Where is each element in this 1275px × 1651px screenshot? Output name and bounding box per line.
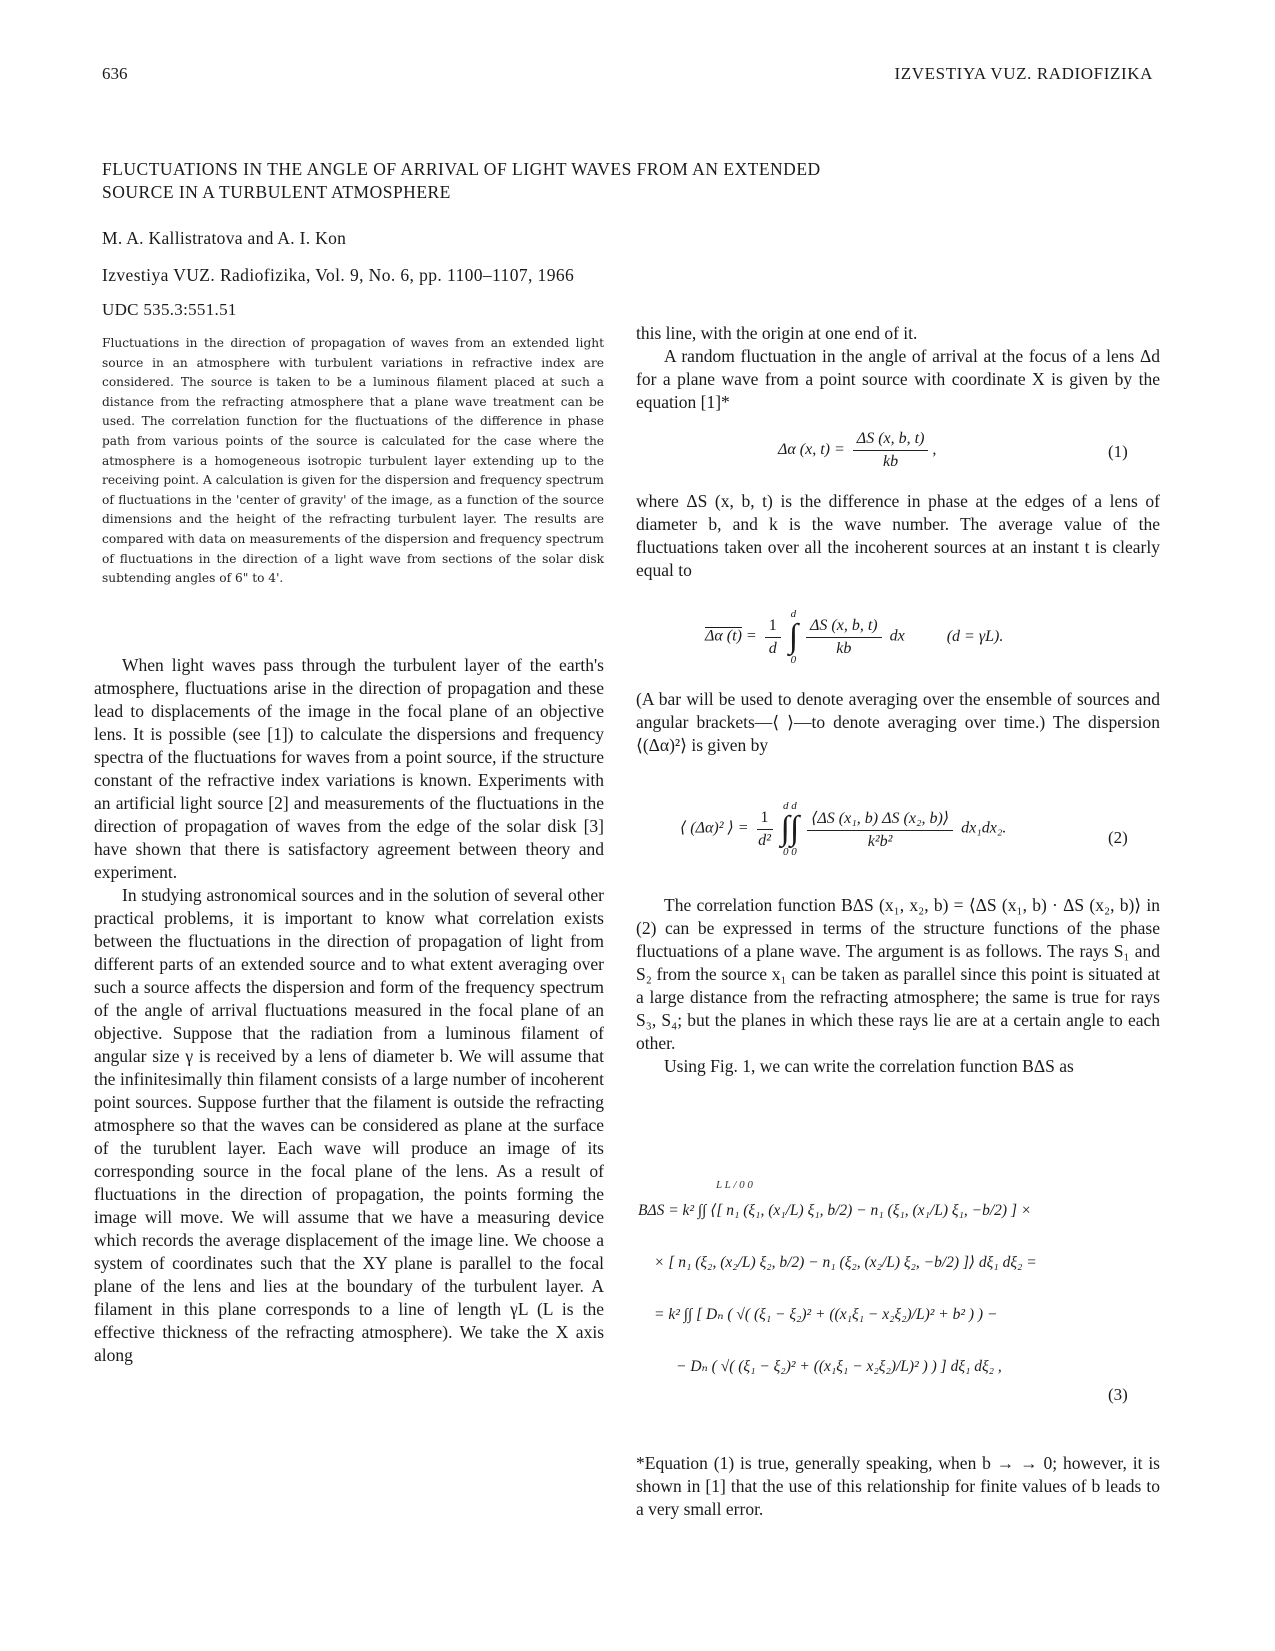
- eq-mean-coef-num: 1: [765, 617, 781, 638]
- eq2-tail: dx₁dx₂.: [961, 819, 1007, 837]
- body-paragraph: When light waves pass through the turbulent layer of the earth's atmosphere, fluctuations arise in the direction of propagation and these lead to displacements of the image in the focal plane of an objective lens. It is possible (see [1]) to calculate the dispersions and frequency spectra of the fluctuations for waves from a point source, if the structure constant of the refractive index variations is known. Experiments with an artificial light source [2] and measurements of the fluctuations in the direction of propagation of waves from the edge of the solar disk [3] have shown that there is satisfactory agreement between theory and experiment.: [94, 655, 604, 882]
- journal-running-head: IZVESTIYA VUZ. RADIOFIZIKA: [894, 64, 1153, 83]
- body-paragraph: The correlation function BΔS (x₁, x₂, b) = ⟨ΔS (x₁, b) · ΔS (x₂, b)⟩ in (2) can be expressed in terms of the structure functions of the phase fluctuations of a plane wave. The argument is as follows. The rays S₁ and S₂ from the source x₁ can be taken as parallel since this point is situated at a large distance from the refracting atmosphere; the same is true for rays S₃, S₄; but the planes in which these rays lie are at a certain angle to each other.: [636, 895, 1160, 1053]
- eq-mean-condition: (d = γL).: [946, 627, 1004, 645]
- equation-3: [636, 1172, 1160, 1380]
- eq1-tail: ,: [932, 441, 937, 459]
- eq-mean-equals: =: [745, 627, 757, 645]
- eq-mean-coefficient: [765, 617, 781, 658]
- eq1-denominator: kb: [883, 453, 899, 470]
- article-authors: M. A. Kallistratova and A. I. Kon: [102, 228, 347, 248]
- eq1-lhs: Δα (x, t) =: [778, 441, 845, 459]
- integral-sign: [789, 608, 798, 666]
- body-paragraph: Using Fig. 1, we can write the correlation function BΔS as: [664, 1056, 1074, 1076]
- eq3-line-3: = k² ∫∫ [ Dₙ ( √( (ξ₁ − ξ₂)² + ((x₁ξ₁ − x₂ξ₂)/L)² + b² ) ) −: [654, 1306, 998, 1323]
- body-paragraph: A random fluctuation in the angle of arrival at the focus of a lens Δd for a plane wave from a point source with coordinate X is given by the equation [1]*: [636, 346, 1160, 412]
- eq-mean-denominator: kb: [836, 639, 852, 657]
- integral-icon: ∫: [788, 618, 799, 655]
- eq2-coefficient: [757, 809, 773, 850]
- double-integral-sign: [781, 800, 800, 858]
- equation-2: [680, 800, 1006, 858]
- eq1-fraction: [853, 430, 929, 471]
- eq3-line-2: × [ n₁ (ξ₂, (x₂/L) ξ₂, b/2) − n₁ (ξ₂, (x₂/L) ξ₂, −b/2) ]⟩ dξ₁ dξ₂ =: [654, 1254, 1037, 1271]
- udc-code: UDC 535.3:551.51: [102, 300, 237, 319]
- eq-mean-lhs: Δα (t): [705, 627, 742, 645]
- eq2-denominator: k²b²: [867, 832, 893, 850]
- eq2-coef-den: d²: [758, 831, 771, 849]
- equation-2-number: (2): [1108, 828, 1128, 847]
- eq3-integral-limits: L L / 0 0: [716, 1179, 753, 1191]
- body-paragraph: (A bar will be used to denote averaging over the ensemble of sources and angular brackets—⟨ ⟩—to denote averaging over time.) The dispersion ⟨(Δα)²⟩ is given by: [636, 689, 1160, 755]
- eq-mean-numerator: ΔS (x, b, t): [806, 617, 882, 638]
- right-paragraph-5: [636, 894, 1160, 1078]
- right-paragraph-3: [636, 490, 1160, 582]
- eq-mean-dx: dx: [889, 627, 905, 645]
- equation-mean: [705, 608, 1003, 666]
- body-paragraph: this line, with the origin at one end of it.: [636, 323, 918, 343]
- equation-1-number: (1): [1108, 442, 1128, 461]
- left-column: [94, 654, 604, 1367]
- right-paragraph-1: [636, 322, 1160, 414]
- body-paragraph: where ΔS (x, b, t) is the difference in phase at the edges of a lens of diameter b, and k is the wave number. The average value of the fluctuations taken over all the incoherent sources at an instant t is clearly equal to: [636, 491, 1160, 580]
- eq2-numerator: ⟨ΔS (x₁, b) ΔS (x₂, b)⟩: [807, 808, 953, 831]
- body-paragraph: In studying astronomical sources and in the solution of several other practical problems, it is important to know what correlation exists between the fluctuations in the direction of propagation of light from different parts of an extended source and to what extent averaging over such a source affects the dispersion and form of the frequency spectrum of the angle of arrival fluctuations measured in the focal plane of an objective. Suppose that the radiation from a luminous filament of angular size γ is received by a lens of diameter b. We will assume that the infinitesimally thin filament consists of a large number of incoherent point sources. Suppose further that the filament is outside the refracting atmosphere so that the waves can be considered as plane at the surface of the turublent layer. Each wave will produce an image of its corresponding source in the focal plane of the lens. As a result of fluctuations in the direction of propagation, the points forming the image will move. We will assume that we have a measuring device which records the average displacement of the image line. We choose a system of coordinates such that the XY plane is parallel to the focal plane of the lens and lies at the boundary of the turbulent layer. A filament in this plane corresponds to a line of length γL (L is the effective thickness of the refracting atmosphere). We take the X axis along: [94, 885, 604, 1365]
- abstract: Fluctuations in the direction of propagation of waves from an extended light source in an atmosphere with turbulent variations in refractive index are considered. The source is taken to be a luminous filament placed at such a distance from the refracting atmosphere that a plane wave treatment can be used. The correlation function for the fluctuations of the difference in phase path from various points of the source is calculated for the case where the atmosphere is a homogeneous isotropic turbulent layer extending up to the receiving point. A calculation is given for the dispersion and frequency spectrum of fluctuations in the 'center of gravity' of the image, as a function of the source dimensions and the height of the refracting turbulent layer. The results are compared with data on measurements of the dispersion and frequency spectrum of fluctuations in the direction of a light wave from sections of the solar disk subtending angles of 6" to 4'.: [102, 336, 604, 586]
- article-citation: Izvestiya VUZ. Radiofizika, Vol. 9, No. 6, pp. 1100–1107, 1966: [102, 265, 575, 285]
- page-number: 636: [102, 64, 128, 83]
- eq-mean-coef-den: d: [768, 639, 777, 657]
- integral-upper-limits: d d: [782, 800, 797, 812]
- integral-lower-limit: 0: [790, 654, 797, 666]
- integral-lower-limits: 0 0: [782, 846, 797, 858]
- article-title: FLUCTUATIONS IN THE ANGLE OF ARRIVAL OF LIGHT WAVES FROM AN EXTENDED SOURCE IN A TURBULENT ATMOSPHERE: [102, 159, 821, 202]
- eq2-coef-num: 1: [757, 809, 773, 830]
- equation-1: [778, 430, 936, 471]
- eq2-lhs: ⟨ (Δα)² ⟩ =: [680, 819, 749, 837]
- eq3-line-4: − Dₙ ( √( (ξ₁ − ξ₂)² + ((x₁ξ₁ − x₂ξ₂)/L)² ) ) ] dξ₁ dξ₂ ,: [676, 1358, 1002, 1375]
- eq-mean-fraction: [806, 617, 882, 658]
- double-integral-icon: ∫∫: [780, 810, 800, 847]
- right-paragraph-4: [636, 688, 1160, 757]
- eq1-numerator: ΔS (x, b, t): [853, 430, 929, 451]
- eq2-fraction: [807, 808, 953, 851]
- integral-upper-limit: d: [790, 608, 797, 620]
- eq3-line-1: BΔS = k² ∫∫ ⟨[ n₁ (ξ₁, (x₁/L) ξ₁, b/2) − n₁ (ξ₁, (x₁/L) ξ₁, −b/2) ] ×: [638, 1202, 1032, 1219]
- footnote: *Equation (1) is true, generally speaking, when b → → 0; however, it is shown in [1] that the use of this relationship for finite values of b leads to a very small error.: [636, 1453, 1160, 1519]
- equation-3-number: (3): [1108, 1385, 1128, 1404]
